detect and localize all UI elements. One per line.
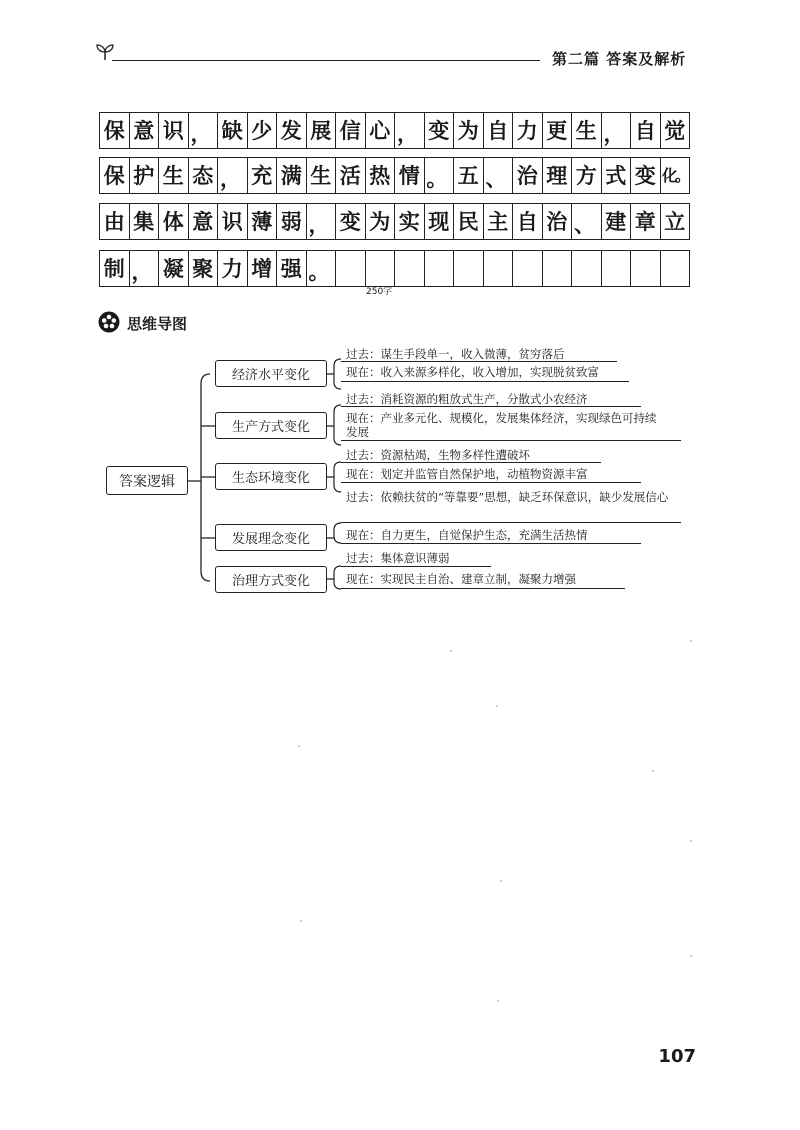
branch-mindset: 发展理念变化 [215, 524, 327, 551]
leaf-governance-now: 现在：实现民主自治、建章立制，凝聚力增强 [346, 572, 576, 586]
grid-cell: 增 [248, 250, 278, 287]
grid-cell: 更 [543, 112, 573, 149]
leaf-production-now: 现在：产业多元化、规模化，发展集体经济，实现绿色可持续发展 [346, 411, 657, 439]
grid-cell: 弱 [277, 203, 307, 240]
grid-cell: ， [130, 250, 160, 287]
underline [341, 543, 641, 544]
grid-cell: 强 [277, 250, 307, 287]
grid-cell: 生 [307, 157, 337, 194]
grid-cell: 生 [159, 157, 189, 194]
grid-cell: 发 [277, 112, 307, 149]
grid-cell: 态 [189, 157, 219, 194]
grid-cell: 现 [425, 203, 455, 240]
grid-cell: 力 [218, 250, 248, 287]
grid-cell: 制 [100, 250, 130, 287]
underline [341, 406, 641, 407]
grid-cell: 识 [218, 203, 248, 240]
grid-cell: 变 [631, 157, 661, 194]
grid-cell: 为 [454, 112, 484, 149]
grid-cell: 自 [513, 203, 543, 240]
grid-cell: 展 [307, 112, 337, 149]
underline [341, 588, 625, 589]
grid-cell: ， [218, 157, 248, 194]
running-header: 第二篇 答案及解析 [552, 50, 687, 68]
grid-cell: 五 [454, 157, 484, 194]
underline [341, 440, 681, 441]
branch-economy: 经济水平变化 [215, 360, 327, 387]
grid-cell: ， [602, 112, 632, 149]
grid-cell: ， [307, 203, 337, 240]
grid-cell: ， [395, 112, 425, 149]
leaf-economy-now: 现在：收入来源多样化，收入增加，实现脱贫致富 [346, 365, 599, 379]
grid-cell: ， [189, 112, 219, 149]
grid-cell: 式 [602, 157, 632, 194]
grid-cell: 护 [130, 157, 160, 194]
grid-cell: 少 [248, 112, 278, 149]
leaf-mindset-past: 过去：依赖扶贫的“等靠要”思想，缺乏环保意识，缺少发展信心 [346, 490, 669, 504]
grid-cell: 薄 [248, 203, 278, 240]
grid-cell: 活 [336, 157, 366, 194]
leaf-production-past: 过去：消耗资源的粗放式生产，分散式小农经济 [346, 392, 588, 406]
grid-cell: 治 [513, 157, 543, 194]
grid-cell: 方 [572, 157, 602, 194]
leaf-ecology-now: 现在：划定并监管自然保护地，动植物资源丰富 [346, 467, 588, 481]
grid-cell: 实 [395, 203, 425, 240]
grid-cell: 化。 [661, 157, 691, 194]
grid-cell: 由 [100, 203, 130, 240]
grid-cell: 聚 [189, 250, 219, 287]
grid-cell: 理 [543, 157, 573, 194]
grid-cell: 集 [130, 203, 160, 240]
grid-cell: 自 [484, 112, 514, 149]
grid-cell: 凝 [159, 250, 189, 287]
branch-production: 生产方式变化 [215, 412, 327, 439]
grid-cell: 。 [307, 250, 337, 287]
underline [341, 462, 601, 463]
grid-cell: 意 [130, 112, 160, 149]
grid-cell: 为 [366, 203, 396, 240]
grid-cell: 识 [159, 112, 189, 149]
grid-cell: 缺 [218, 112, 248, 149]
underline [341, 566, 491, 567]
grid-cell: 、 [572, 203, 602, 240]
branch-governance: 治理方式变化 [215, 566, 327, 593]
underline [341, 361, 617, 362]
grid-cell: 心 [366, 112, 396, 149]
grid-cell: 情 [395, 157, 425, 194]
grid-cell: 热 [366, 157, 396, 194]
leaf-mindset-now: 现在：自力更生，自觉保护生态，充满生活热情 [346, 528, 588, 542]
grid-cell: 立 [661, 203, 691, 240]
grid-cell: 生 [572, 112, 602, 149]
grid-cell: 。 [425, 157, 455, 194]
grid-cell: 信 [336, 112, 366, 149]
grid-cell: 章 [631, 203, 661, 240]
grid-cell: 治 [543, 203, 573, 240]
grid-cell: 意 [189, 203, 219, 240]
grid-cell: 觉 [661, 112, 691, 149]
underline [341, 381, 629, 382]
grid-cell: 、 [484, 157, 514, 194]
grid-cell: 力 [513, 112, 543, 149]
grid-cell: 民 [454, 203, 484, 240]
grid-cell: 充 [248, 157, 278, 194]
grid-cell: 体 [159, 203, 189, 240]
grid-cell: 保 [100, 112, 130, 149]
leaf-governance-past: 过去：集体意识薄弱 [346, 551, 450, 565]
grid-cell: 建 [602, 203, 632, 240]
branch-ecology: 生态环境变化 [215, 463, 327, 490]
grid-cell: 变 [336, 203, 366, 240]
page-number: 107 [658, 1046, 696, 1067]
grid-cell: 主 [484, 203, 514, 240]
section-title: 思维导图 [127, 315, 188, 333]
grid-cell: 满 [277, 157, 307, 194]
underline [341, 522, 681, 523]
grid-cell: 保 [100, 157, 130, 194]
leaf-economy-past: 过去：谋生手段单一，收入微薄，贫穷落后 [346, 347, 565, 361]
leaf-ecology-past: 过去：资源枯竭，生物多样性遭破坏 [346, 448, 530, 462]
underline [341, 482, 641, 483]
grid-cell: 自 [631, 112, 661, 149]
mind-map-root: 答案逻辑 [106, 466, 188, 495]
grid-cell: 变 [425, 112, 455, 149]
word-count-label: 250字 [366, 287, 393, 297]
